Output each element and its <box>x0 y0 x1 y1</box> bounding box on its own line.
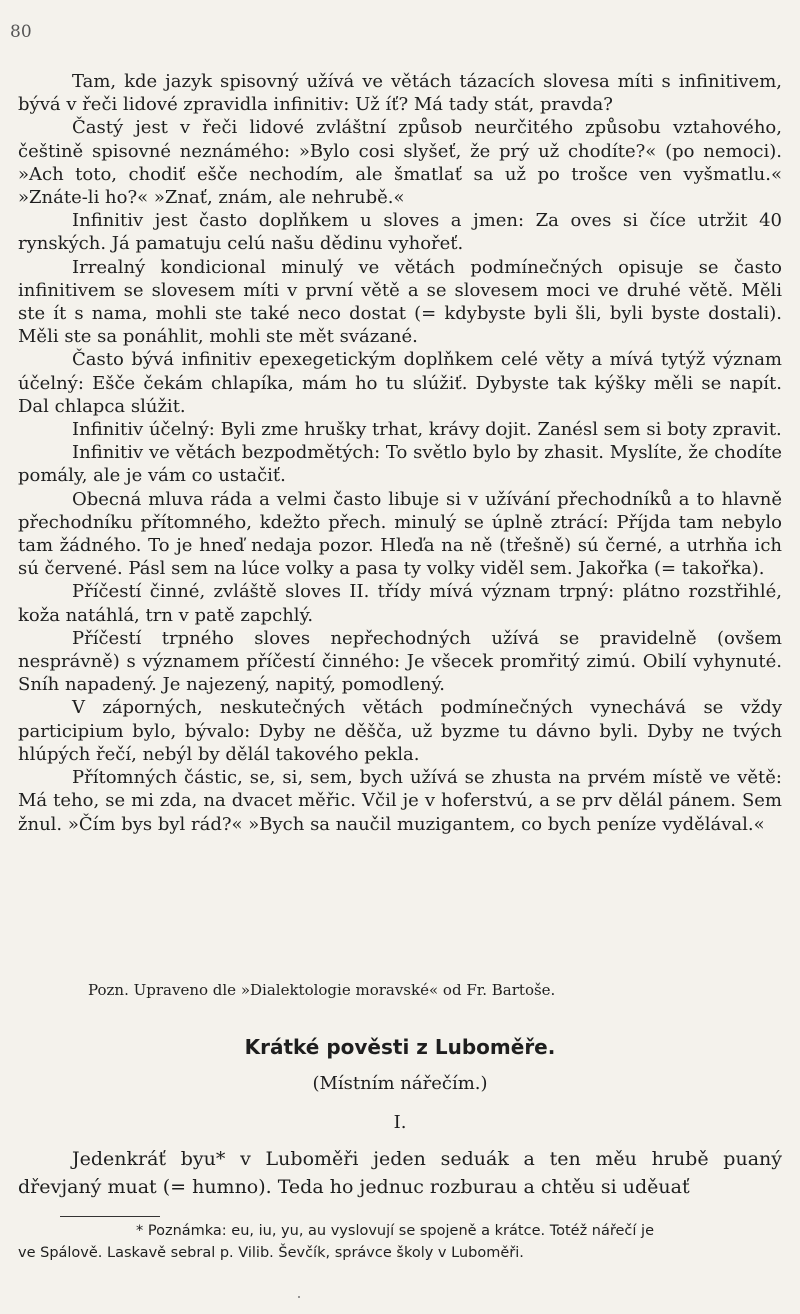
paragraph: Obecná mluva ráda a velmi často libuje si v užívání přechodníků a to hlavně přechodníku přítomného, kdežto přech. minulý se úplně ztrácí: Příjda tam nebylo tam žádného. To je hneď nedaja pozor. Hleďa na ně (třešně) sú černé, a utrhňa ich sú červené. Pásl sem na lúce volky a pasa ty volky viděl sem. Jakořka (= takořka). <box>18 488 782 580</box>
footnote-line: ve Spálově. Laskavě sebral p. Vilib. Ševčík, správce školy v Luboměři. <box>18 1245 524 1261</box>
section-title: Krátké pověsti z Luboměře. <box>244 1035 556 1059</box>
paragraph: Irrealný kondicional minulý ve větách podmínečných opisuje se často infinitivem se slovesem míti v první větě a se slovesem moci ve druhé větě. Měli ste ít s nama, mohli ste také neco dostat (= kdybyste byli šli, byli byste dostali). Měli ste sa ponáhlit, mohli ste mět svázané. <box>18 256 782 348</box>
footnote <box>18 1220 788 1264</box>
paragraph: Příčestí trpného sloves nepřechodných užívá se pravidelně (ovšem nesprávně) s významem příčestí činného: Je všecek promřitý zimú. Obilí vyhynuté. Sníh napadený. Je najezený, napitý, pomodlený. <box>18 627 782 696</box>
paragraph: Příčestí činné, zvláště sloves II. třídy mívá význam trpný: plátno rozstřihlé, koža natáhlá, trn v patě zapchlý. <box>18 581 782 626</box>
paragraph: Infinitiv ve větách bezpodmětých: To světlo bylo by zhasit. Myslíte, že chodíte pomály, ale je vám co ustačiť. <box>18 442 782 487</box>
body-text <box>18 70 782 836</box>
section-number: I. <box>393 1112 407 1133</box>
paragraph: V záporných, neskutečných větách podmínečných vynechává se vždy participium bylo, bývalo: Dyby ne děšča, už byzme tu dávno byli. Dyby ne tvých hlúpých řečí, nebýl by dělál takového pekla. <box>18 697 782 765</box>
paragraph: Častý jest v řeči lidové zvláštní způsob neurčitého způsobu vztahového, češtině spisovné neznámého: »Bylo cosi slyšeť, že prý už chodíte?« (po nemoci). »Ach toto, chodiť ešče nechodím, ale šmatlať sa už po trošce ven vyšmatlu.« »Znáte-li ho?« »Znať, znám, ale nehrubě.« <box>18 117 782 209</box>
paragraph: Infinitiv účelný: Byli zme hrušky trhat, krávy dojit. Zanésl sem si boty zpravit. <box>72 419 782 441</box>
footnote-line: * Poznámka: eu, iu, yu, au vyslovují se spojeně a krátce. Totéž nářečí je <box>136 1223 654 1239</box>
section-subtitle: (Místním nářečím.) <box>312 1073 488 1094</box>
paragraph: Tam, kde jazyk spisovný užívá ve větách tázacích slovesa míti s infinitivem, bývá v řeči lidové zpravidla infinitiv: Už íť? Má tady stát, pravda? <box>18 71 782 116</box>
story-body <box>18 1145 782 1201</box>
paragraph: Často bývá infinitiv epexegetickým doplňkem celé věty a mívá tytýž význam účelný: Ešče čekám chlapíka, mám ho tu slúžiť. Dybyste tak kýšky měli se napít. Dal chlapca slúžit. <box>18 349 782 417</box>
story-paragraph: Jedenkráť byu* v Luboměři jeden seduák a ten měu hrubě puaný dřevjaný muat (= humno). Teda ho jednuc rozburau a chtěu si uděuať <box>18 1148 782 1198</box>
footnote-rule <box>60 1216 160 1217</box>
paragraph: Přítomných částic, se, si, sem, bych užívá se zhusta na prvém místě ve větě: Má teho, se mi zda, na dvacet měřic. Včil je v hoferstvú, a se prv dělál pánem. Sem žnul. »Čím bys byl rád?« »Bych sa naučil muzigantem, co bych peníze vydělával.« <box>18 767 782 835</box>
print-speck <box>298 1296 300 1298</box>
paragraph: Infinitiv jest často doplňkem u sloves a jmen: Za oves si číce utržit 40 rynských. Já pamatuju celú našu dědinu vyhořeť. <box>18 210 782 255</box>
page-number: 80 <box>10 22 32 42</box>
source-note: Pozn. Upraveno dle »Dialektologie moravské« od Fr. Bartoše. <box>88 981 556 999</box>
